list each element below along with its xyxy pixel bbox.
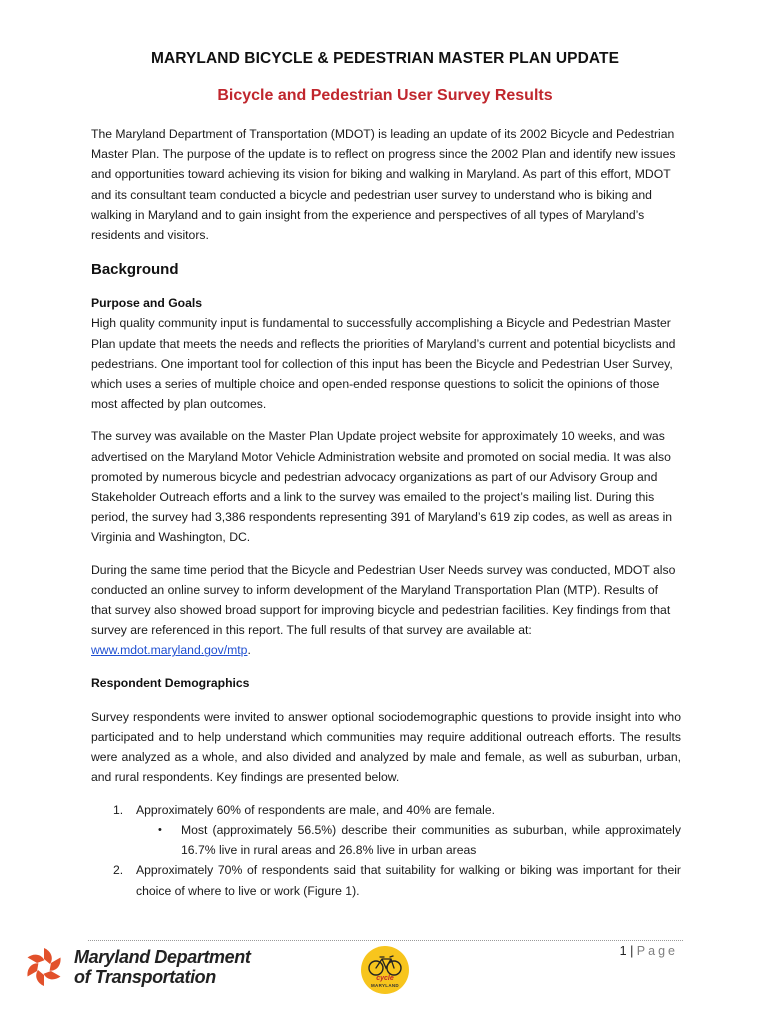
finding-item	[91, 800, 681, 861]
page-number-separator: |	[630, 944, 634, 958]
survey-paragraph: The survey was available on the Master Plan Update project website for approximately 10 weeks, and was advertised on the Maryland Motor Vehicle Administration website and promoted on social media. It was also promoted by numerous bicycle and pedestrian advocacy organizations as part of our Advisory Group and Stakeholder Outreach efforts and a link to the survey was emailed to the project’s mailing list. During this period, the survey had 3,386 respondents representing 391 of Maryland’s 619 zip codes, as well as areas in Virginia and Washington, DC.	[91, 429, 673, 545]
cycle-maryland-logo	[360, 945, 410, 995]
finding-subitem-text: Most (approximately 56.5%) describe their communities as suburban, while approximately 16.7% live in rural areas and 26.8% live in urban areas	[181, 822, 681, 858]
page-label: Page	[636, 944, 678, 958]
finding-subitem	[136, 820, 681, 860]
mtp-link[interactable]: www.mdot.maryland.gov/mtp	[91, 643, 248, 658]
page-title: MARYLAND BICYCLE & PEDESTRIAN MASTER PLAN UPDATE	[150, 50, 620, 67]
mtp-link-period: .	[247, 643, 251, 658]
demographics-paragraph: Survey respondents were invited to answer optional sociodemographic questions to provide insight into who participated and to help understand which communities may require additional outreach efforts. The results were analyzed as a whole, and also divided and analyzed by male and female, as well as suburban, urban, and rural respondents. Key findings are presented below.	[91, 709, 681, 785]
mdot-logo-text	[74, 947, 250, 987]
findings-list	[91, 800, 681, 901]
document-body	[91, 124, 681, 901]
purpose-paragraph: High quality community input is fundamental to successfully accomplishing a Bicycle and Pedestrian Master Plan update that meets the needs and reflects the priorities of Maryland’s current and potential bicyclists and pedestrians. One important tool for collection of this input has been the Bicycle and Pedestrian User Survey, which uses a series of multiple choice and open-ended response questions to solicit the opinions of those most affected by plan outcomes.	[91, 316, 676, 412]
demographics-heading: Respondent Demographics	[91, 675, 250, 690]
finding-sublist	[136, 820, 681, 860]
finding-text: Approximately 70% of respondents said that suitability for walking or biking was important for their choice of where to live or work (Figure 1).	[136, 863, 681, 898]
finding-number: 2.	[113, 863, 124, 878]
background-heading: Background	[91, 261, 179, 279]
finding-text: Approximately 60% of respondents are male, and 40% are female.	[136, 802, 496, 817]
mtp-paragraph	[91, 560, 681, 661]
mtp-text: During the same time period that the Bicycle and Pedestrian User Needs survey was conducted, MDOT also conducted an online survey to inform development of the Maryland Transportation Plan (MTP). Results of that survey also showed broad support for improving bicycle and pedestrian facilities. Key findings from that survey are referenced in this report. The full results of that survey are available at:	[91, 562, 676, 638]
mdot-logo	[22, 944, 251, 990]
intro-paragraph: The Maryland Department of Transportation (MDOT) is leading an update of its 2002 Bicycle and Pedestrian Master Plan. The purpose of the update is to reflect on progress since the 2002 Plan and identify new issues and opportunities toward achieving its vision for biking and walking in Maryland. As part of this effort, MDOT and its consultant team conducted a bicycle and pedestrian user survey to understand who is biking and walking in Maryland and to gain insight from the experience and perspectives of all types of Maryland’s residents and visitors.	[91, 127, 676, 243]
page-subtitle: Bicycle and Pedestrian User Survey Results	[217, 87, 553, 104]
mdot-logo-line2: of Transportation	[74, 967, 216, 987]
page-number-value: 1	[619, 944, 627, 958]
mdot-star-icon	[22, 944, 68, 990]
cycle-logo-subtext: MARYLAND	[371, 983, 399, 988]
page-number	[620, 944, 678, 958]
footer-divider	[88, 940, 683, 941]
bullet-icon: •	[158, 823, 162, 836]
purpose-heading: Purpose and Goals	[91, 296, 203, 311]
finding-item	[91, 860, 681, 900]
cycle-logo-text: cycle	[376, 975, 394, 982]
finding-number: 1.	[113, 802, 124, 817]
mdot-logo-line1: Maryland Department	[74, 947, 251, 967]
